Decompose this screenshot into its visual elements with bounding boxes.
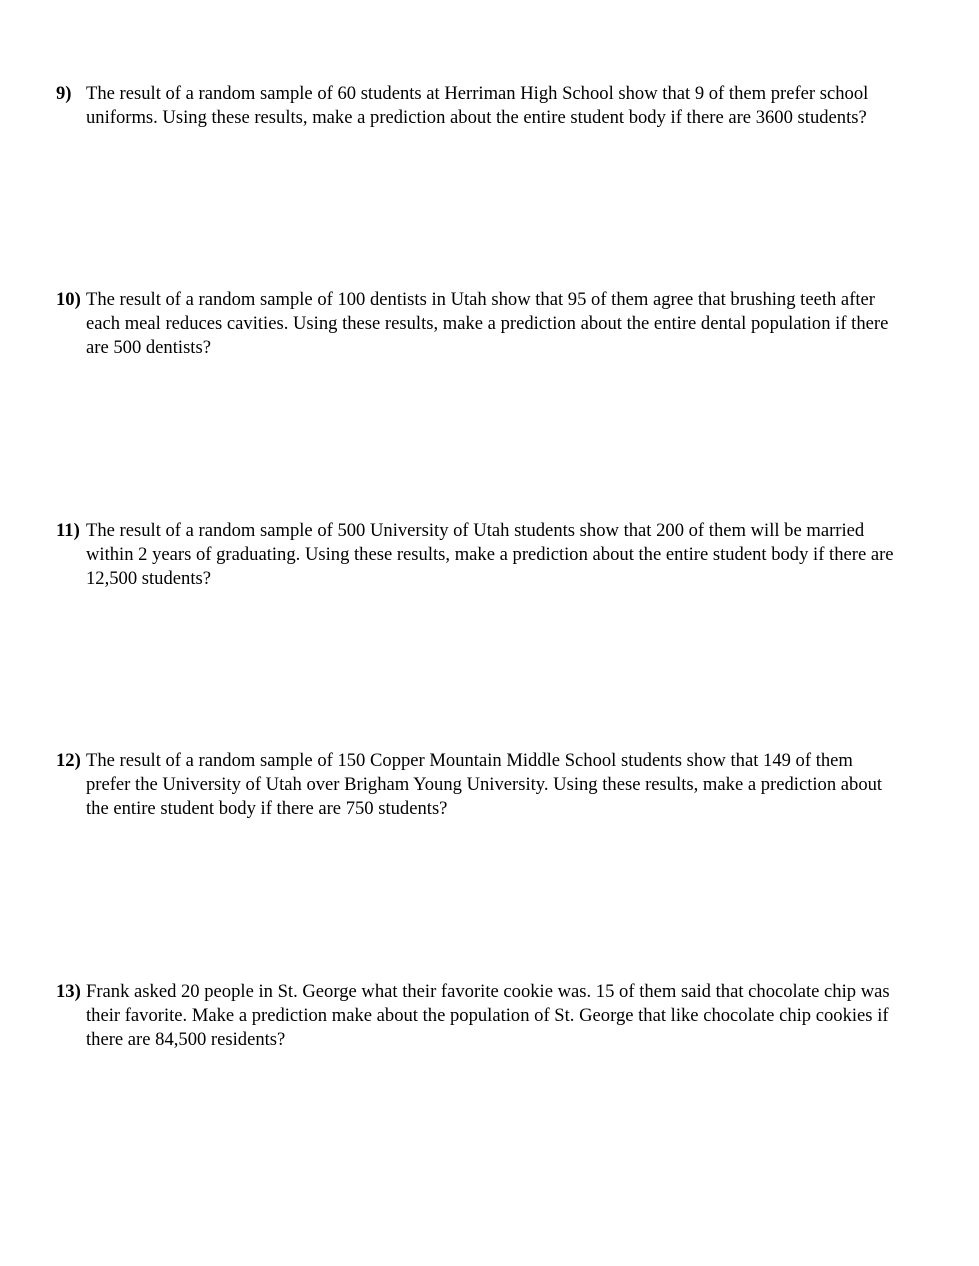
question-text-line: prefer the University of Utah over Brigham Young University. Using these results, make a prediction about xyxy=(86,774,883,795)
question-text xyxy=(86,749,926,821)
question-text-line: their favorite. Make a prediction make about the population of St. George that like chocolate chip cookies if xyxy=(86,1005,889,1026)
question-number: 11) xyxy=(56,520,80,541)
question-text-line: each meal reduces cavities. Using these results, make a prediction about the entire dental population if there xyxy=(86,313,889,334)
question-text-line: Frank asked 20 people in St. George what their favorite cookie was. 15 of them said that chocolate chip was xyxy=(86,981,890,1002)
question-text-line: uniforms. Using these results, make a prediction about the entire student body if there are 3600 students? xyxy=(86,107,867,128)
question-number: 12) xyxy=(56,750,81,771)
question-text-line: are 500 dentists? xyxy=(86,337,211,358)
question-13 xyxy=(56,980,926,1052)
question-text xyxy=(86,288,926,360)
question-text-line: within 2 years of graduating. Using these results, make a prediction about the entire student body if there are xyxy=(86,544,894,565)
question-text-line: the entire student body if there are 750 students? xyxy=(86,798,448,819)
question-text xyxy=(86,980,926,1052)
question-text-line: The result of a random sample of 100 dentists in Utah show that 95 of them agree that brushing teeth after xyxy=(86,289,875,310)
question-11 xyxy=(56,519,926,591)
question-text-line: there are 84,500 residents? xyxy=(86,1029,286,1050)
question-text-line: The result of a random sample of 150 Copper Mountain Middle School students show that 149 of them xyxy=(86,750,853,771)
question-text xyxy=(86,519,926,591)
question-text-line: The result of a random sample of 500 University of Utah students show that 200 of them will be married xyxy=(86,520,865,541)
question-text-line: 12,500 students? xyxy=(86,568,211,589)
question-9 xyxy=(56,82,926,130)
question-text-line: The result of a random sample of 60 students at Herriman High School show that 9 of them prefer school xyxy=(86,83,869,104)
question-10 xyxy=(56,288,926,360)
question-number: 10) xyxy=(56,289,81,310)
question-text xyxy=(86,82,926,130)
question-number: 13) xyxy=(56,981,81,1002)
question-12 xyxy=(56,749,926,821)
question-number: 9) xyxy=(56,83,72,104)
